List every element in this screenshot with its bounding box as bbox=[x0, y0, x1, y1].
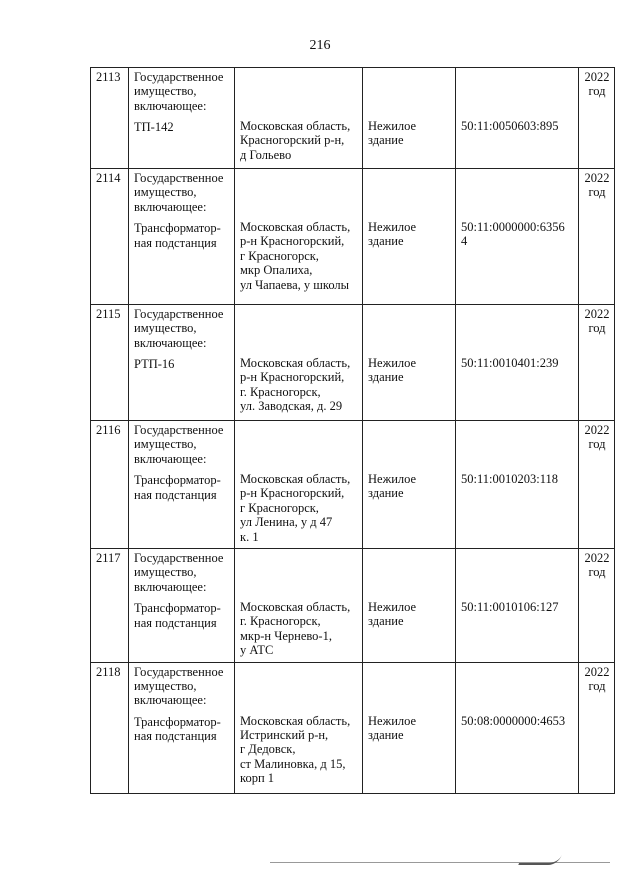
spacer bbox=[240, 465, 358, 472]
cell-line: ул. Заводская, д. 29 bbox=[240, 399, 343, 414]
spacer bbox=[461, 185, 574, 199]
table-row bbox=[91, 305, 615, 421]
cadastral-number-cell bbox=[456, 662, 579, 793]
spacer bbox=[134, 350, 230, 357]
spacer bbox=[368, 565, 451, 579]
cell-line: Московская область, bbox=[240, 119, 351, 133]
spacer bbox=[240, 335, 358, 349]
cell-line: г Красногорск, bbox=[240, 500, 319, 515]
building-type-cell bbox=[363, 421, 456, 549]
cadastral-number: 50:11:0010401:239 bbox=[461, 356, 559, 370]
spacer bbox=[461, 693, 574, 707]
spacer bbox=[134, 594, 230, 601]
spacer bbox=[368, 437, 451, 451]
spacer bbox=[240, 213, 358, 220]
cell-line: д Гольево bbox=[240, 147, 292, 162]
spacer bbox=[461, 579, 574, 593]
cell-line: корп 1 bbox=[240, 771, 275, 786]
spacer bbox=[368, 171, 451, 185]
cadastral-number-cell bbox=[456, 421, 579, 549]
cell-line: включающее: bbox=[134, 693, 207, 708]
spacer bbox=[240, 321, 358, 335]
building-type-cell bbox=[363, 549, 456, 663]
cell-line: имущество, bbox=[134, 565, 197, 580]
cell-line: 2022 bbox=[584, 664, 610, 679]
cell-line: Истринский р-н, bbox=[240, 728, 329, 743]
cell-line: р-н Красногорский, bbox=[240, 234, 345, 249]
cell-line: ТП-142 bbox=[134, 120, 174, 135]
cell-line: здание bbox=[368, 486, 404, 501]
spacer bbox=[368, 307, 451, 321]
row-number: 2115 bbox=[91, 305, 129, 421]
row-number: 2117 bbox=[91, 549, 129, 663]
spacer bbox=[368, 665, 451, 679]
spacer bbox=[368, 707, 451, 714]
cell-line: имущество, bbox=[134, 679, 197, 694]
building-type-cell bbox=[363, 169, 456, 305]
address-cell bbox=[235, 305, 363, 421]
property-name-cell bbox=[129, 305, 235, 421]
address-cell bbox=[235, 169, 363, 305]
row-number: 2113 bbox=[91, 68, 129, 169]
cell-line: Государственное bbox=[134, 551, 224, 566]
cell-line: р-н Красногорский, bbox=[240, 486, 345, 501]
spacer bbox=[240, 171, 358, 185]
spacer bbox=[461, 679, 574, 693]
spacer bbox=[461, 423, 574, 437]
cell-line: включающее: bbox=[134, 579, 207, 594]
spacer bbox=[134, 708, 230, 715]
cell-line: год bbox=[588, 437, 606, 452]
cell-line: Нежилое bbox=[368, 356, 417, 370]
cell-line: Нежилое bbox=[368, 713, 417, 728]
cell-line: ная подстанция bbox=[134, 235, 217, 250]
spacer bbox=[368, 199, 451, 213]
spacer bbox=[368, 349, 451, 356]
cell-line: включающее: bbox=[134, 199, 207, 214]
row-number: 2114 bbox=[91, 169, 129, 305]
property-name-cell bbox=[129, 169, 235, 305]
cell-line: Государственное bbox=[134, 171, 224, 185]
spacer bbox=[368, 679, 451, 693]
spacer bbox=[368, 321, 451, 335]
spacer bbox=[368, 451, 451, 465]
cell-line: имущество, bbox=[134, 84, 197, 99]
spacer bbox=[461, 551, 574, 565]
cell-line: Московская область, bbox=[240, 220, 351, 234]
cell-line: год bbox=[588, 565, 606, 580]
table-row bbox=[91, 662, 615, 793]
cell-line: ная подстанция bbox=[134, 729, 217, 744]
table-row bbox=[91, 549, 615, 663]
cell-line: Нежилое bbox=[368, 220, 417, 234]
cell-line: Трансформатор- bbox=[134, 221, 221, 236]
cell-line: Государственное bbox=[134, 423, 224, 437]
cadastral-number: 50:11:0000000:6356 4 bbox=[461, 220, 565, 249]
cadastral-number-cell bbox=[456, 169, 579, 305]
cadastral-number-cell bbox=[456, 549, 579, 663]
spacer bbox=[134, 466, 230, 473]
cell-line: Государственное bbox=[134, 664, 224, 679]
property-name-cell bbox=[129, 421, 235, 549]
spacer bbox=[240, 185, 358, 199]
spacer bbox=[461, 335, 574, 349]
spacer bbox=[461, 665, 574, 679]
spacer bbox=[240, 679, 358, 693]
spacer bbox=[240, 707, 358, 714]
spacer bbox=[368, 213, 451, 220]
spacer bbox=[240, 665, 358, 679]
cell-line: Трансформатор- bbox=[134, 473, 221, 488]
spacer bbox=[461, 307, 574, 321]
cell-line: 2022 bbox=[584, 70, 610, 84]
footer-rule bbox=[270, 862, 610, 863]
cell-line: Государственное bbox=[134, 70, 224, 84]
cell-line: Нежилое bbox=[368, 600, 417, 615]
spacer bbox=[368, 185, 451, 199]
spacer bbox=[461, 213, 574, 220]
table-row bbox=[91, 169, 615, 305]
cell-line: здание bbox=[368, 133, 404, 148]
cell-line: ул Чапаева, у школы bbox=[240, 277, 350, 292]
cell-line: мкр Опалиха, bbox=[240, 263, 313, 278]
cell-line: имущество, bbox=[134, 185, 197, 200]
spacer bbox=[461, 84, 574, 98]
cell-line: Московская область, bbox=[240, 356, 351, 370]
cadastral-number: 50:11:0010106:127 bbox=[461, 600, 559, 615]
address-cell bbox=[235, 662, 363, 793]
cell-line: Московская область, bbox=[240, 600, 351, 615]
year-cell bbox=[579, 169, 615, 305]
spacer bbox=[240, 451, 358, 465]
spacer bbox=[240, 112, 358, 119]
spacer bbox=[240, 593, 358, 600]
cell-line: р-н Красногорский, bbox=[240, 370, 345, 385]
spacer bbox=[461, 593, 574, 600]
property-registry-table bbox=[90, 67, 615, 794]
cell-line: Нежилое bbox=[368, 119, 417, 133]
cell-line: к. 1 bbox=[240, 529, 259, 544]
spacer bbox=[240, 70, 358, 84]
cell-line: г Дедовск, bbox=[240, 742, 296, 757]
cell-line: 2022 bbox=[584, 171, 610, 185]
cell-line: 2022 bbox=[584, 551, 610, 566]
cell-line: включающее: bbox=[134, 98, 207, 113]
address-cell bbox=[235, 549, 363, 663]
spacer bbox=[240, 693, 358, 707]
spacer bbox=[240, 199, 358, 213]
cadastral-number: 50:11:0050603:895 bbox=[461, 119, 559, 133]
year-cell bbox=[579, 421, 615, 549]
spacer bbox=[368, 465, 451, 472]
cell-line: Трансформатор- bbox=[134, 601, 221, 616]
spacer bbox=[240, 307, 358, 321]
cell-line: Трансформатор- bbox=[134, 714, 221, 729]
spacer bbox=[461, 171, 574, 185]
cell-line: имущество, bbox=[134, 321, 197, 336]
cadastral-number: 50:08:0000000:4653 bbox=[461, 713, 566, 728]
spacer bbox=[368, 335, 451, 349]
year-cell bbox=[579, 68, 615, 169]
spacer bbox=[240, 579, 358, 593]
cell-line: ул Ленина, у д 47 bbox=[240, 515, 333, 530]
spacer bbox=[461, 70, 574, 84]
cadastral-number-cell bbox=[456, 68, 579, 169]
cell-line: год bbox=[588, 185, 606, 200]
cell-line: Московская область, bbox=[240, 713, 351, 728]
address-cell bbox=[235, 421, 363, 549]
spacer bbox=[461, 112, 574, 119]
cadastral-number-cell bbox=[456, 305, 579, 421]
property-name-cell bbox=[129, 662, 235, 793]
cell-line: включающее: bbox=[134, 451, 207, 466]
spacer bbox=[461, 451, 574, 465]
cell-line: здание bbox=[368, 728, 404, 743]
spacer bbox=[368, 593, 451, 600]
property-name-cell bbox=[129, 68, 235, 169]
cell-line: 2022 bbox=[584, 307, 610, 321]
spacer bbox=[240, 84, 358, 98]
cell-line: ст Малиновка, д 15, bbox=[240, 756, 346, 771]
spacer bbox=[240, 423, 358, 437]
spacer bbox=[240, 98, 358, 112]
spacer bbox=[134, 113, 230, 120]
cell-line: 2022 bbox=[584, 423, 610, 437]
page-number: 216 bbox=[309, 38, 331, 53]
table-row bbox=[91, 421, 615, 549]
spacer bbox=[461, 465, 574, 472]
spacer bbox=[368, 98, 451, 112]
spacer bbox=[461, 565, 574, 579]
spacer bbox=[368, 84, 451, 98]
cell-line: имущество, bbox=[134, 437, 197, 452]
building-type-cell bbox=[363, 305, 456, 421]
cell-line: здание bbox=[368, 370, 404, 385]
building-type-cell bbox=[363, 68, 456, 169]
spacer bbox=[240, 437, 358, 451]
cell-line: ная подстанция bbox=[134, 615, 217, 630]
signature-mark bbox=[518, 855, 562, 865]
cell-line: год bbox=[588, 84, 606, 99]
spacer bbox=[134, 214, 230, 221]
spacer bbox=[461, 349, 574, 356]
cell-line: Государственное bbox=[134, 307, 224, 321]
cadastral-number: 50:11:0010203:118 bbox=[461, 472, 558, 486]
cell-line: год bbox=[588, 679, 606, 694]
cell-line: у АТС bbox=[240, 643, 274, 658]
cell-line: включающее: bbox=[134, 335, 207, 350]
spacer bbox=[240, 551, 358, 565]
cell-line: ная подстанция bbox=[134, 487, 217, 502]
spacer bbox=[461, 321, 574, 335]
spacer bbox=[461, 437, 574, 451]
spacer bbox=[368, 112, 451, 119]
row-number: 2118 bbox=[91, 662, 129, 793]
cell-line: г. Красногорск, bbox=[240, 384, 321, 399]
registry-body bbox=[91, 68, 615, 794]
building-type-cell bbox=[363, 662, 456, 793]
spacer bbox=[368, 423, 451, 437]
spacer bbox=[461, 98, 574, 112]
cell-line: г Красногорск, bbox=[240, 248, 319, 263]
cell-line: г. Красногорск, bbox=[240, 614, 321, 629]
year-cell bbox=[579, 549, 615, 663]
spacer bbox=[368, 579, 451, 593]
address-cell bbox=[235, 68, 363, 169]
spacer bbox=[368, 551, 451, 565]
cell-line: мкр-н Чернево-1, bbox=[240, 628, 332, 643]
year-cell bbox=[579, 305, 615, 421]
spacer bbox=[368, 693, 451, 707]
spacer bbox=[368, 70, 451, 84]
cell-line: здание bbox=[368, 614, 404, 629]
table-row bbox=[91, 68, 615, 169]
spacer bbox=[240, 565, 358, 579]
cell-line: Нежилое bbox=[368, 472, 417, 486]
cell-line: Красногорский р-н, bbox=[240, 133, 345, 148]
cell-line: РТП-16 bbox=[134, 357, 175, 372]
property-name-cell bbox=[129, 549, 235, 663]
spacer bbox=[461, 707, 574, 714]
cell-line: год bbox=[588, 321, 606, 336]
row-number: 2116 bbox=[91, 421, 129, 549]
cell-line: Московская область, bbox=[240, 472, 351, 486]
year-cell bbox=[579, 662, 615, 793]
spacer bbox=[461, 199, 574, 213]
cell-line: здание bbox=[368, 234, 404, 249]
spacer bbox=[240, 349, 358, 356]
